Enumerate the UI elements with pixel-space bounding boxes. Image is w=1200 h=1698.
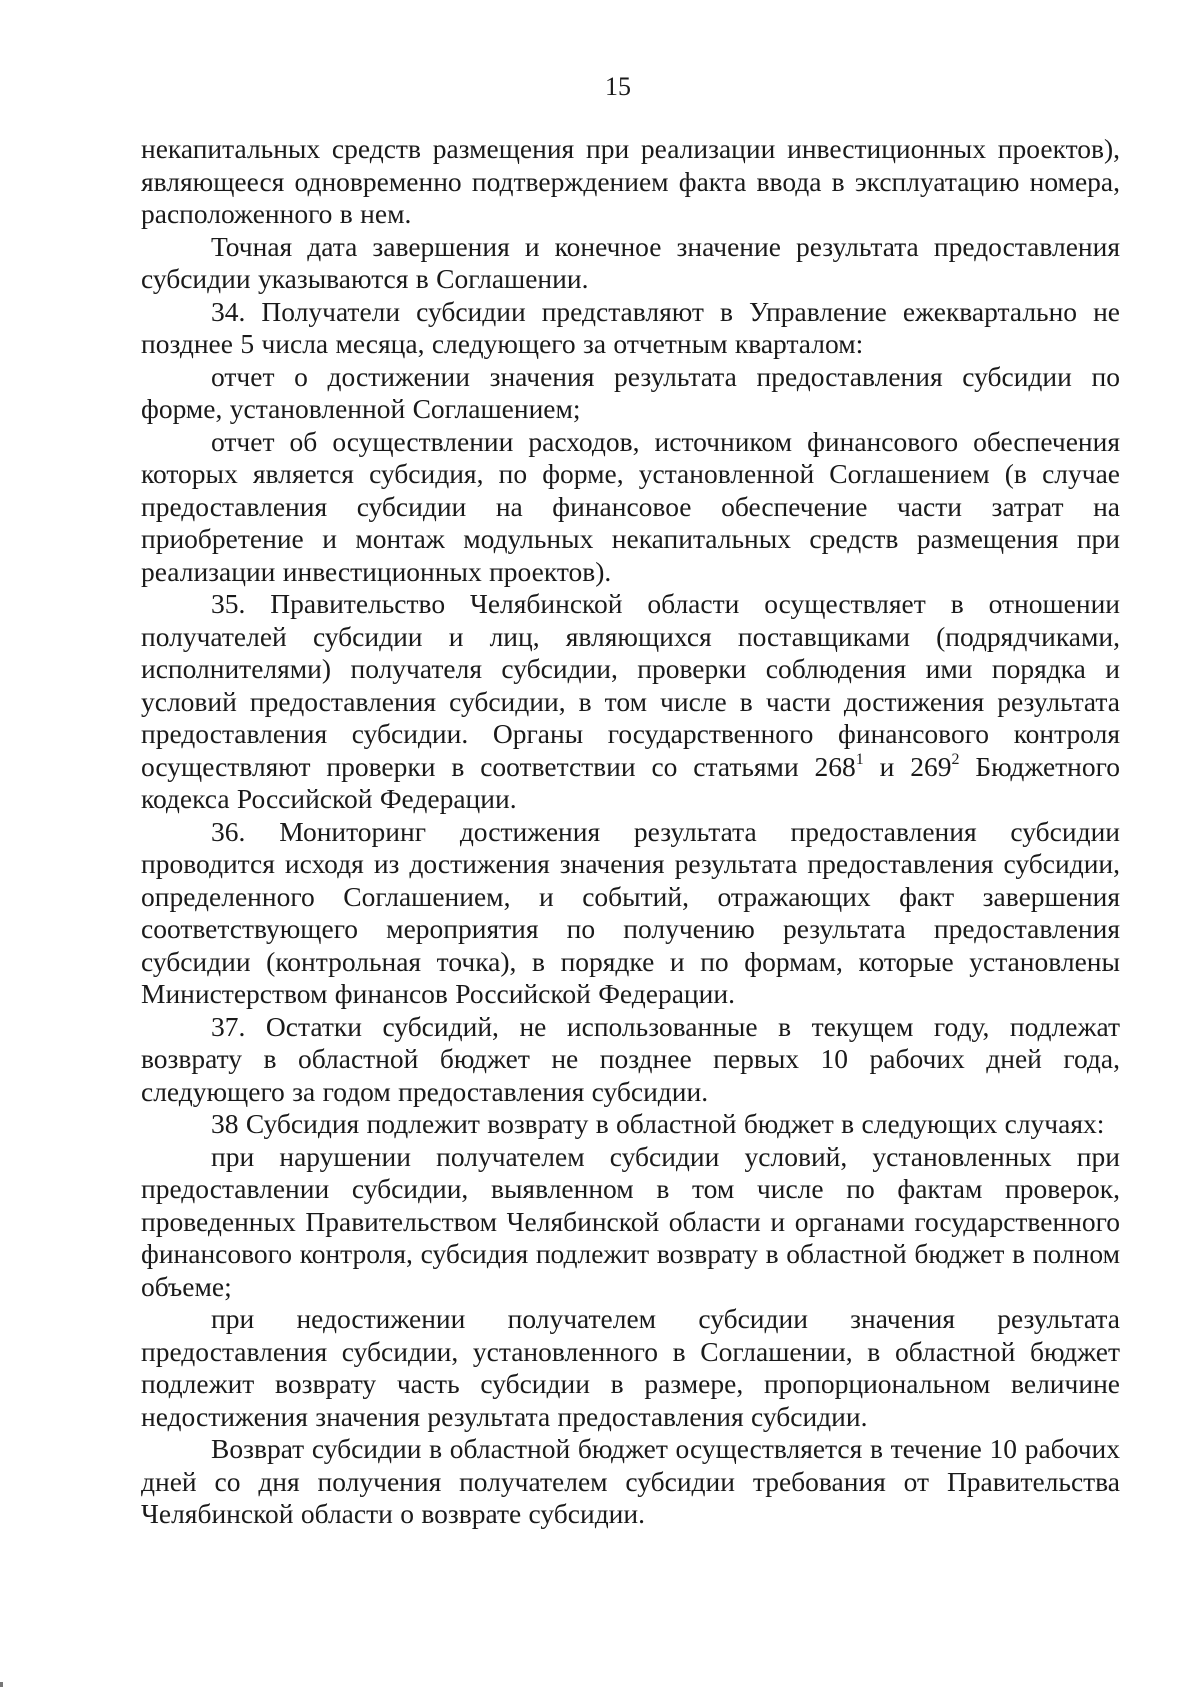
paragraph-35-text-mid: и 269 xyxy=(863,750,952,782)
paragraph-35-text-end: Бюджетного кодекса Российской Федерации. xyxy=(141,750,1120,814)
paragraph-34: 34. Получатели субсидии представляют в Управление ежеквартально не позднее 5 числа месяца, следующего за отчетным кварталом: xyxy=(141,295,1120,359)
paragraph-34-report-result: отчет о достижении значения результата предоставления субсидии по форме, установленной Соглашением; xyxy=(141,360,1120,424)
paragraph-37: 37. Остатки субсидий, не использованные в текущем году, подлежат возврату в областной бюджет не позднее первых 10 рабочих дней года, следующего за годом предоставления субсидии. xyxy=(141,1010,1120,1107)
paragraph-38-non-achievement: при недостижении получателем субсидии значения результата предоставления субсидии, установленного в Соглашении, в областной бюджет подлежит возврату часть субсидии в размере, пропорциональном величине недостижения значения результата предоставления субсидии. xyxy=(141,1303,1120,1432)
document-body xyxy=(141,133,1120,1531)
paragraph-36: 36. Мониторинг достижения результата предоставления субсидии проводится исходя из достижения значения результата предоставления субсидии, определенного Соглашением, и событий, отражающих факт завершения соответствующего мероприятия по получению результата предоставления субсидии (контрольная точка), в порядке и по формам, которые установлены Министерством финансов Российской Федерации. xyxy=(141,815,1120,1009)
paragraph-38-violation: при нарушении получателем субсидии условий, установленных при предоставлении субсидии, выявленном в том числе по фактам проверок, проведенных Правительством Челябинской области и органами государственного финансового контроля, субсидия подлежит возврату в областной бюджет в полном объеме; xyxy=(141,1140,1120,1302)
scan-edge-mark xyxy=(0,1682,3,1687)
page-number: 15 xyxy=(605,72,631,101)
paragraph-return-procedure: Возврат субсидии в областной бюджет осуществляется в течение 10 рабочих дней со дня получения получателем субсидии требования от Правительства Челябинской области о возврате субсидии. xyxy=(141,1433,1120,1529)
paragraph-35-text-start: 35. Правительство Челябинской области осуществляет в отношении получателей субсидии и лиц, являющихся поставщиками (подрядчиками, исполнителями) получателя субсидии, проверки соблюдения ими порядка и условий предоставления субсидии, в том числе в части достижения результата предоставления субсидии. Органы государственного финансового контроля осуществляют проверки в соответствии со статьями 268 xyxy=(141,588,1120,782)
paragraph-34-report-expenses: отчет об осуществлении расходов, источником финансового обеспечения которых является субсидия, по форме, установленной Соглашением (в случае предоставления субсидии на финансовое обеспечение части затрат на приобретение и монтаж модульных некапитальных средств размещения при реализации инвестиционных проектов). xyxy=(141,425,1120,587)
paragraph-35 xyxy=(141,588,1120,816)
paragraph-continuation: некапитальных средств размещения при реализации инвестиционных проектов), являющееся одновременно подтверждением факта ввода в эксплуатацию номера, расположенного в нем. xyxy=(141,133,1120,229)
footnote-superscript-1: 1 xyxy=(855,750,864,768)
paragraph-completion-date: Точная дата завершения и конечное значение результата предоставления субсидии указываются в Соглашении. xyxy=(141,230,1120,294)
paragraph-38: 38 Субсидия подлежит возврату в областной бюджет в следующих случаях: xyxy=(211,1108,1105,1139)
footnote-superscript-2: 2 xyxy=(951,750,960,768)
